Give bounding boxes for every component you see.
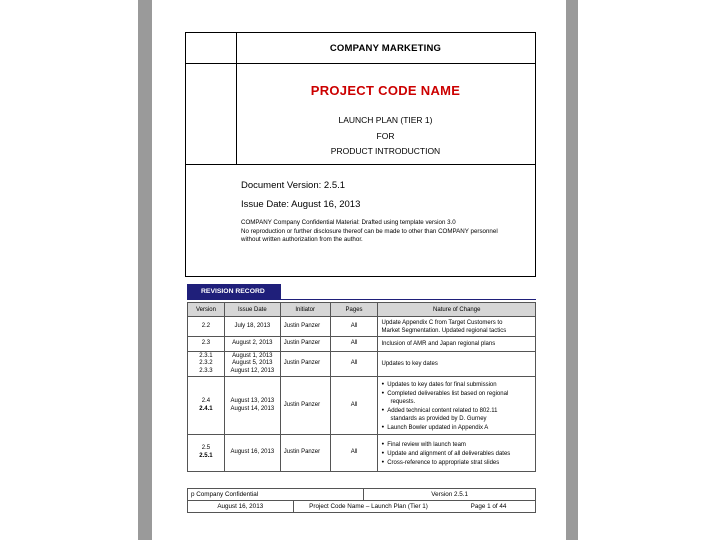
version-line: 2.4	[201, 397, 211, 404]
change-line: Update Appendix C from Target Customers to	[381, 319, 503, 326]
bullet-item: ● Cross-reference to appropriate strat slides	[381, 458, 532, 467]
footer-row	[188, 489, 536, 501]
footer-title: Project Code Name – Launch Plan (Tier 1)	[309, 503, 428, 510]
change-cell	[378, 435, 536, 472]
version-line: 2.4.1	[199, 405, 213, 412]
bullet-item: ● Final review with launch team	[381, 440, 532, 449]
change-cell: Updates to key dates	[378, 352, 536, 377]
bullet-continuation: requests.	[390, 398, 416, 405]
divider	[186, 164, 535, 165]
change-cell	[378, 377, 536, 435]
initiator-cell: Justin Panzer	[280, 352, 330, 377]
project-code-name: PROJECT CODE NAME	[310, 83, 461, 98]
table-row	[188, 377, 536, 435]
date-line: August 14, 2013	[230, 405, 275, 412]
version-line: 2.5.1	[199, 453, 213, 459]
pages-cell: All	[330, 435, 378, 472]
change-cell: Inclusion of AMR and Japan regional plans	[378, 337, 536, 352]
confidential-line: without written authorization from the author.	[241, 236, 363, 244]
bullet-item: ● Update and alignment of all deliverables dates	[381, 449, 532, 458]
revision-table	[187, 302, 536, 472]
company-heading: COMPANY MARKETING	[329, 43, 442, 54]
column-header: Nature of Change	[378, 303, 536, 317]
pages-cell: All	[330, 337, 378, 352]
date-line: August 5, 2013	[232, 360, 273, 367]
subtitle-line: LAUNCH PLAN (TIER 1)	[338, 115, 433, 125]
initiator-cell: Justin Panzer	[280, 317, 330, 337]
divider	[187, 299, 536, 300]
initiator-cell: Justin Panzer	[280, 377, 330, 435]
table-row	[188, 337, 536, 352]
pages-cell: All	[330, 352, 378, 377]
confidential-line: COMPANY Company Confidential Material: Drafted using template version 3.0	[241, 219, 456, 226]
table-row	[188, 352, 536, 377]
version-line: 2.3.2	[199, 360, 213, 367]
table-header-row	[188, 303, 536, 317]
issue-date-cell	[224, 352, 280, 377]
footer-title-page	[293, 501, 535, 513]
bullet-continuation: standards as provided by D. Gurney	[390, 415, 487, 422]
bullet-item: ● Launch Bowler updated in Appendix A	[381, 423, 532, 432]
issue-date-cell	[224, 377, 280, 435]
footer-version: Version 2.5.1	[364, 489, 536, 501]
cover-box	[185, 32, 536, 277]
subtitle-line: PRODUCT INTRODUCTION	[330, 146, 441, 156]
bullet-item: ● Updates to key dates for final submission	[381, 380, 532, 389]
table-row	[188, 435, 536, 472]
issue-date-cell: July 18, 2013	[224, 317, 280, 337]
bullet-item: ● Added technical content related to 802.11	[381, 406, 532, 415]
bullet-item: ● Completed deliverables list based on regional	[381, 389, 532, 398]
change-line: Market Segmentation. Updated regional tactics	[381, 327, 507, 334]
footer-date: August 16, 2013	[188, 501, 294, 513]
column-header: Initiator	[280, 303, 330, 317]
revision-record-title: REVISION RECORD	[187, 284, 281, 300]
column-header: Version	[188, 303, 225, 317]
column-header: Pages	[330, 303, 378, 317]
column-header: Issue Date	[224, 303, 280, 317]
document-version: Document Version: 2.5.1	[241, 180, 346, 191]
version-cell	[188, 352, 225, 377]
divider	[186, 63, 535, 64]
version-cell: 2.2	[188, 317, 225, 337]
pages-cell: All	[330, 317, 378, 337]
initiator-cell: Justin Panzer	[280, 337, 330, 352]
issue-date: Issue Date: August 16, 2013	[241, 199, 361, 210]
version-cell: 2.3	[188, 337, 225, 352]
date-line: August 12, 2013	[230, 367, 275, 374]
issue-date-cell: August 2, 2013	[224, 337, 280, 352]
footer-row	[188, 501, 536, 513]
confidential-notice	[241, 219, 526, 245]
initiator-cell: Justin Panzer	[280, 435, 330, 472]
table-row	[188, 317, 536, 337]
version-cell	[188, 435, 225, 472]
version-line: 2.3.3	[199, 367, 213, 374]
footer-confidential: p Company Confidential	[188, 489, 364, 501]
version-cell	[188, 377, 225, 435]
issue-date-cell: August 16, 2013	[224, 435, 280, 472]
subtitle-line: FOR	[376, 131, 395, 141]
date-line: August 13, 2013	[230, 397, 275, 404]
version-line: 2.3.1	[199, 352, 213, 359]
change-cell	[378, 317, 536, 337]
page-footer	[187, 488, 536, 513]
footer-page-number: Page 1 of 44	[470, 503, 507, 510]
version-line: 2.5	[201, 445, 211, 452]
confidential-line: No reproduction or further disclosure thereof can be made to other than COMPANY personnel	[241, 227, 498, 235]
pages-cell: All	[330, 377, 378, 435]
date-line: August 1, 2013	[232, 352, 273, 359]
